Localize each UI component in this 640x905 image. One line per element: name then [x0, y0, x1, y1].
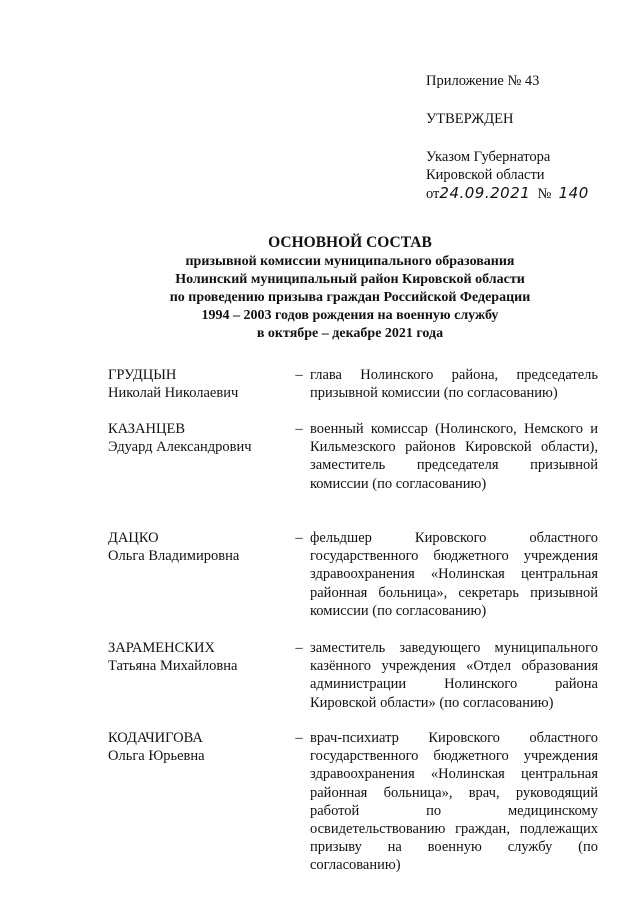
- member-row: [108, 639, 598, 729]
- member-dash: –: [295, 367, 303, 383]
- member-given-name: Ольга Юрьевна: [108, 748, 205, 765]
- appendix-number: Приложение № 43: [426, 73, 540, 89]
- title-line-5: в октябре – декабре 2021 года: [256, 326, 444, 341]
- appendix-block: [426, 72, 626, 203]
- member-dash: –: [295, 530, 303, 546]
- member-dash: –: [295, 640, 303, 656]
- member-dash: –: [295, 421, 303, 437]
- member-surname: ГРУДЦЫН: [108, 367, 177, 383]
- member-dash: –: [295, 730, 303, 746]
- handwritten-number: 140: [558, 184, 589, 202]
- member-fullname: [108, 366, 288, 420]
- member-row: [108, 729, 598, 875]
- member-row: [108, 529, 598, 639]
- member-fullname: [108, 420, 288, 529]
- title-line-3: по проведению призыва граждан Российской Федерации: [169, 290, 531, 305]
- commission-members-list: [108, 366, 598, 875]
- member-role: врач-психиатр Кировского областного государственного бюджетного учреждения здравоохранения «Нолинская центральная районная больница», врач, руководящий работой по медицинскому освидетельствованию граждан, подлежащих призыву на военную службу (по согласованию): [310, 730, 598, 874]
- title-line-1: призывной комиссии муниципального образования: [185, 254, 515, 269]
- member-surname: КАЗАНЦЕВ: [108, 421, 185, 437]
- decree-line-1: Указом Губернатора: [426, 149, 551, 165]
- decree-line-2: Кировской области: [426, 167, 545, 183]
- member-surname: ДАЦКО: [108, 530, 159, 546]
- member-fullname: [108, 529, 288, 639]
- member-given-name: Татьяна Михайловна: [108, 658, 238, 675]
- number-prefix: №: [537, 186, 552, 202]
- member-fullname: [108, 729, 288, 875]
- member-role: глава Нолинского района, председатель призывной комиссии (по согласованию): [310, 367, 598, 402]
- member-row: [108, 420, 598, 529]
- handwritten-date: 24.09.2021: [439, 184, 531, 202]
- member-row: [108, 366, 598, 420]
- title-line-2: Нолинский муниципальный район Кировской области: [175, 272, 525, 287]
- approved-label: УТВЕРЖДЕН: [426, 111, 514, 127]
- member-role: фельдшер Кировского областного государственного бюджетного учреждения здравоохранения «Нолинская центральная районная больница», секретарь призывной комиссии (по согласованию): [310, 530, 598, 619]
- member-given-name: Николай Николаевич: [108, 385, 239, 402]
- member-role: военный комиссар (Нолинского, Немского и Кильмезского районов Кировской области), заместитель председателя призывной комиссии (по согласованию): [310, 421, 598, 492]
- member-fullname: [108, 639, 288, 729]
- decree-date-line: [426, 184, 626, 203]
- title-line-4: 1994 – 2003 годов рождения на военную службу: [201, 308, 499, 323]
- title-main: ОСНОВНОЙ СОСТАВ: [268, 234, 432, 251]
- document-title: [90, 234, 610, 343]
- member-given-name: Эдуард Александрович: [108, 439, 252, 456]
- member-surname: ЗАРАМЕНСКИХ: [108, 640, 215, 656]
- date-prefix: от: [426, 186, 440, 202]
- member-given-name: Ольга Владимировна: [108, 548, 240, 565]
- member-role: заместитель заведующего муниципального казённого учреждения «Отдел образования администрации Нолинского района Кировской области» (по согласованию): [310, 640, 598, 711]
- member-surname: КОДАЧИГОВА: [108, 730, 203, 746]
